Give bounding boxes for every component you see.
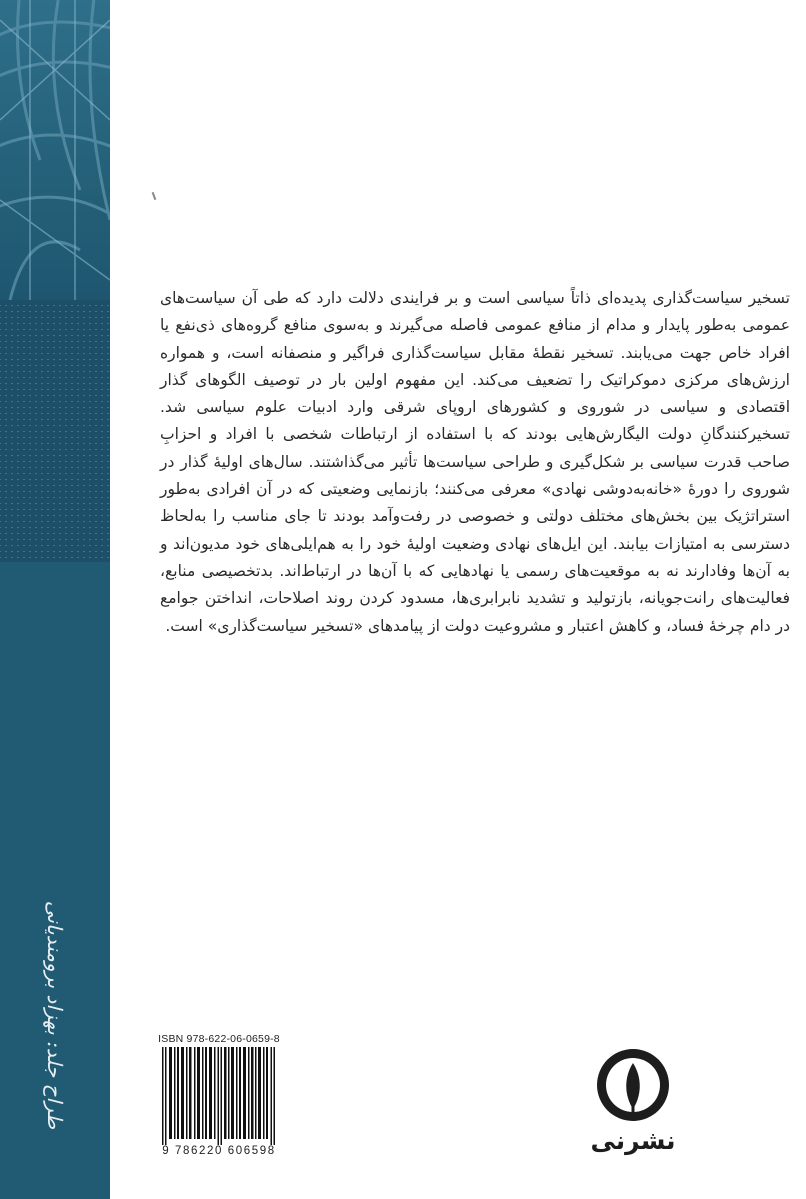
mesh-pattern: [0, 300, 110, 562]
publisher-logo-icon: [593, 1043, 673, 1133]
small-mark: [152, 192, 157, 200]
cover-side-strip: [0, 0, 110, 1199]
designer-signature: طراح جلد: بهزاد برومندیانی: [43, 900, 67, 1130]
back-cover-text: تسخیر سیاست‌گذاری پدیده‌ای ذاتاً سیاسی است و بر فرایندی دلالت دارد که طی آن سیاست‌های عمومی به‌طور پایدار و مدام از منافع عمومی فاصله می‌گیرند و به‌سوی منافع گروه‌های ذی‌نفع یا افراد خاص جهت می‌یابند. تسخیر نقطهٔ مقابل سیاست‌گذاری فراگیر و منصفانه است، و همواره ارزش‌های مرکزی دموکراتیک را تضعیف می‌کند. این مفهوم اولین بار در توصیف الگوهای گذار اقتصادی و سیاسی در شوروی و کشورهای اروپای شرقی وارد ادبیات علوم سیاسی شد. تسخیرکنندگانِ دولت الیگارش‌هایی بودند که با استفاده از ارتباطات شخصی با افراد و احزابِ صاحب قدرت سیاسی بر شکل‌گیری و طراحی سیاست‌ها تأثیر می‌گذاشتند. سال‌های اولیهٔ گذار در شوروی را دورهٔ «خانه‌به‌دوشی نهادی» معرفی می‌کنند؛ بازنمایی وضعیتی که در آن افرادی به‌طور استراتژیک بین بخش‌های مختلف دولتی و خصوصی در رفت‌وآمد بودند تا جای مناسب را به‌لحاظ دسترسی به امتیازات بیابند. این ایل‌های نهادی وضعیت اولیهٔ خود را به هم‌ایلی‌های خود مدیون‌اند و به آن‌ها وفادارند نه به موقعیت‌های رسمی یا نهادهایی که با آن‌ها در ارتباط‌اند. بدتخصیصی منابع، فعالیت‌های رانت‌جویانه، بازتولید و تشدید نابرابری‌ها، مسدود کردن روند اصلاحات، انداختن جوامع در دام چرخهٔ فساد، و کاهش اعتبار و مشروعیت دولت از پیامدهای «تسخیر سیاست‌گذاری» است.: [160, 289, 790, 635]
barcode-number: 9 786220 606598: [162, 1145, 276, 1157]
publisher-name: نشرنی: [590, 1126, 676, 1155]
isbn-label: ISBN 978-622-06-0659-8: [158, 1033, 280, 1045]
barcode-block: [158, 1033, 280, 1161]
barcode-icon: [162, 1047, 276, 1145]
decorative-pattern: [0, 0, 110, 300]
